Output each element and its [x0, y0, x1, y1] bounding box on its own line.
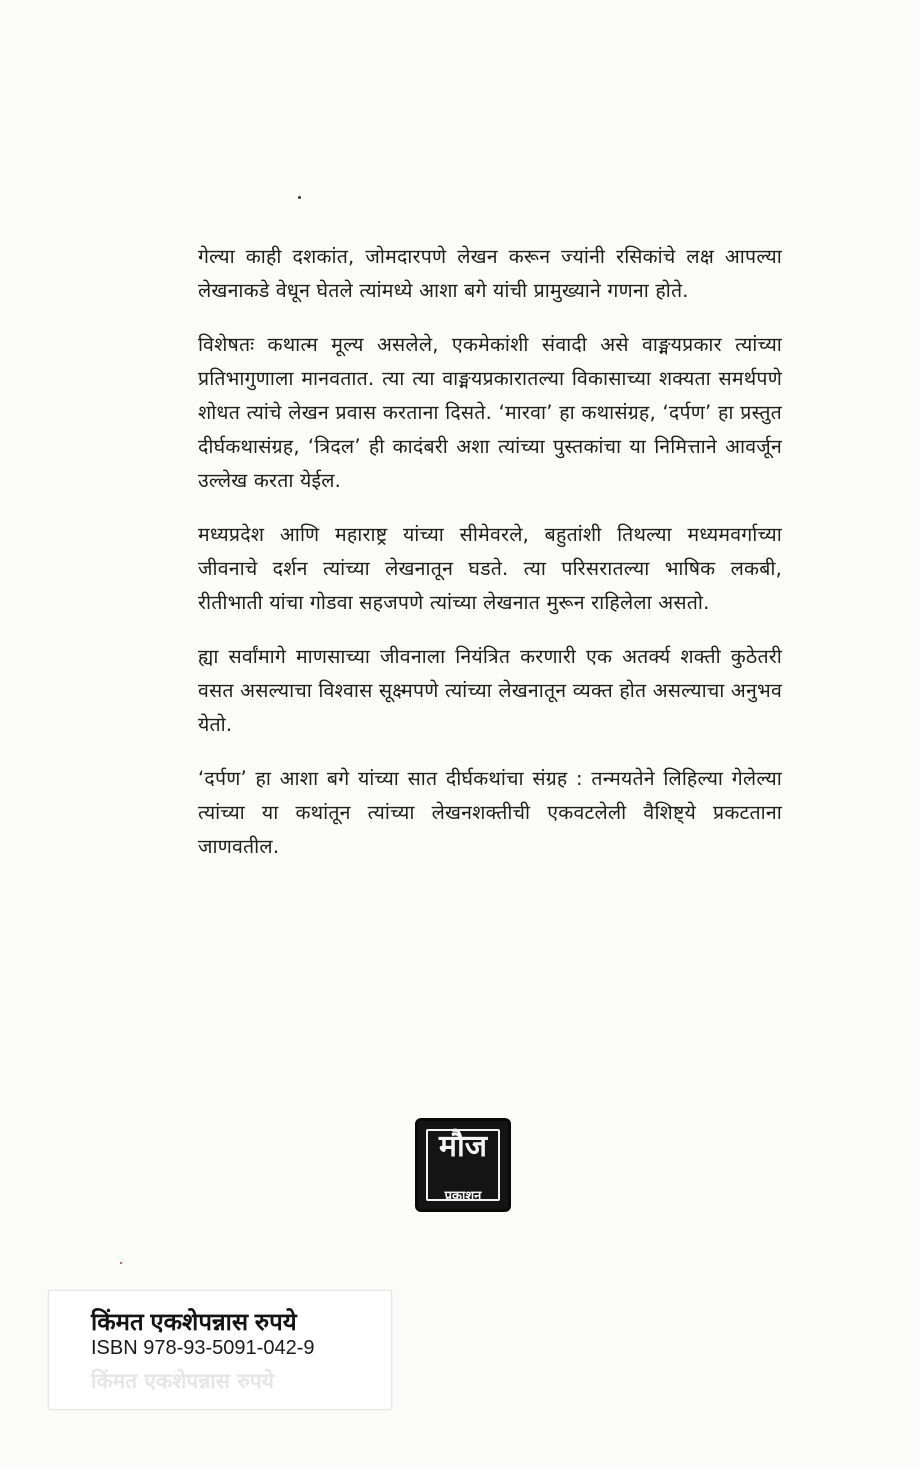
- publisher-logo: [415, 1118, 511, 1212]
- print-speck: [298, 196, 301, 199]
- print-speck: [120, 1262, 122, 1264]
- price-sticker: [48, 1290, 392, 1410]
- price-text: किंमत एकशेपन्नास रुपये: [91, 1309, 297, 1336]
- blurb-paragraph-4: ह्या सर्वांमागे माणसाच्या जीवनाला नियंत्रित करणारी एक अतर्क्य शक्ती कुठेतरी वसत असल्याचा विश्वास सूक्ष्मपणे त्यांच्या लेखनातून व्यक्त होत असल्याचा अनुभव येतो.: [198, 645, 782, 736]
- logo-top-text: मौज: [439, 1129, 487, 1164]
- blurb-paragraph-2: विशेषतः कथात्म मूल्य असलेले, एकमेकांशी संवादी असे वाङ्मयप्रकार त्यांच्या प्रतिभागुणाला मानवतात. त्या त्या वाङ्मयप्रकारातल्या विकासाच्या शक्यता समर्थपणे शोधत त्यांचे लेखन प्रवास करताना दिसते. ‘मारवा’ हा कथासंग्रह, ‘दर्पण’ हा प्रस्तुत दीर्घकथासंग्रह, ‘त्रिदल’ ही कादंबरी अशा त्यांच्या पुस्तकांचा या निमित्ताने आवर्जून उल्लेख करता येईल.: [198, 333, 782, 492]
- isbn-text: ISBN 978-93-5091-042-9: [91, 1337, 315, 1359]
- blurb-text: [198, 240, 782, 884]
- blurb-paragraph-5: ‘दर्पण’ हा आशा बगे यांच्या सात दीर्घकथांचा संग्रह : तन्मयतेने लिहिल्या गेलेल्या त्यांच्या या कथांतून त्यांच्या लेखनशक्तीची एकवटलेली वैशिष्ट्ये प्रकटताना जाणवतील.: [198, 767, 782, 858]
- blurb-paragraph-1: गेल्या काही दशकांत, जोमदारपणे लेखन करून ज्यांनी रसिकांचे लक्ष आपल्या लेखनाकडे वेधून घेतले त्यांमध्ये आशा बगे यांची प्रामुख्याने गणना होते.: [198, 245, 782, 302]
- blurb-paragraph-3: मध्यप्रदेश आणि महाराष्ट्र यांच्या सीमेवरले, बहुतांशी तिथल्या मध्यमवर्गाच्या जीवनाचे दर्शन त्यांच्या लेखनातून घडते. त्या परिसरातल्या भाषिक लकबी, रीतीभाती यांचा गोडवा सहजपणे त्यांच्या लेखनात मुरून राहिलेला असतो.: [198, 523, 782, 614]
- logo-bottom-text: प्रकाशन: [444, 1189, 482, 1204]
- price-ghost-text: किंमत एकशेपन्नास रुपये: [91, 1369, 274, 1393]
